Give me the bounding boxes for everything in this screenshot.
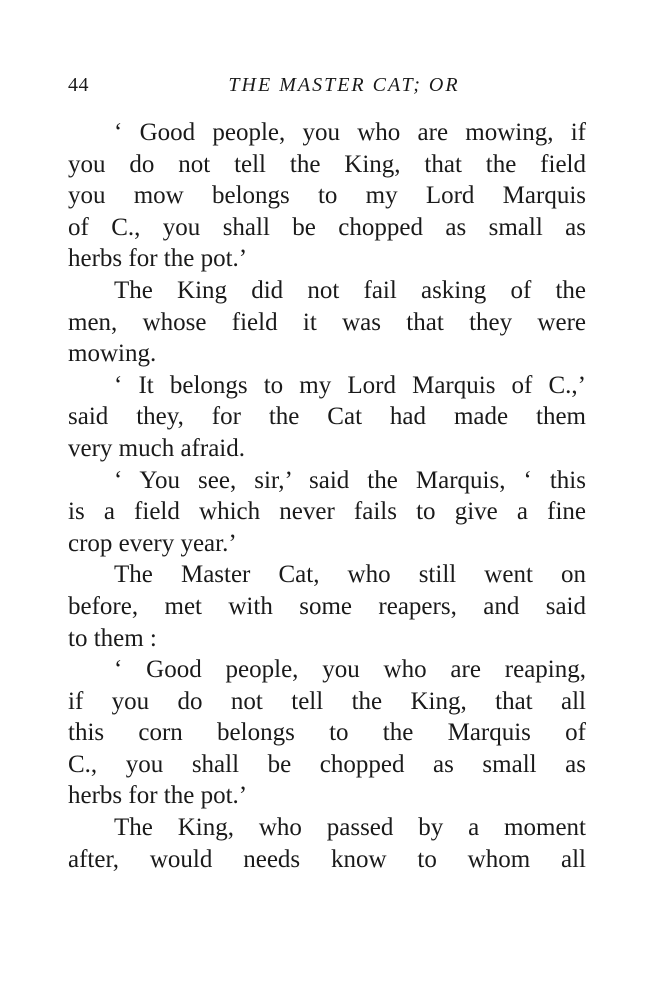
body-text [68,117,586,875]
text-line: The King did not fail asking of the [114,276,586,304]
text-line: said they, for the Cat had made them [68,403,586,431]
text-line: ‘ Good people, you who are reaping, [114,656,586,684]
text-line: ‘ It belongs to my Lord Marquis of C.,’ [114,371,586,399]
text-line: is a field which never fails to give a fine [68,498,586,526]
text-line: crop every year.’ [68,529,237,557]
text-line: you do not tell the King, that the field [68,150,586,178]
text-line: mowing. [68,340,157,368]
text-line: after, would needs know to whom all [68,845,586,873]
text-line: ‘ You see, sir,’ said the Marquis, ‘ this [114,466,586,494]
text-line: to them : [68,624,157,652]
running-title: THE MASTER CAT; OR [228,74,460,96]
text-line: herbs for the pot.’ [68,782,248,810]
text-line: of C., you shall be chopped as small as [68,213,586,241]
text-line: very much afraid. [68,434,246,462]
text-line: before, met with some reapers, and said [68,592,586,620]
text-line: men, whose field it was that they were [68,308,586,336]
text-line: if you do not tell the King, that all [68,687,586,715]
text-line: herbs for the pot.’ [68,245,248,273]
page-number: 44 [68,74,89,96]
text-line: this corn belongs to the Marquis of [68,719,586,747]
text-line: The King, who passed by a moment [114,814,586,842]
text-line: ‘ Good people, you who are mowing, if [114,119,586,146]
text-line: you mow belongs to my Lord Marquis [68,182,586,210]
text-line: C., you shall be chopped as small as [68,750,586,778]
text-line: The Master Cat, who still went on [114,561,586,589]
running-header [68,74,586,102]
